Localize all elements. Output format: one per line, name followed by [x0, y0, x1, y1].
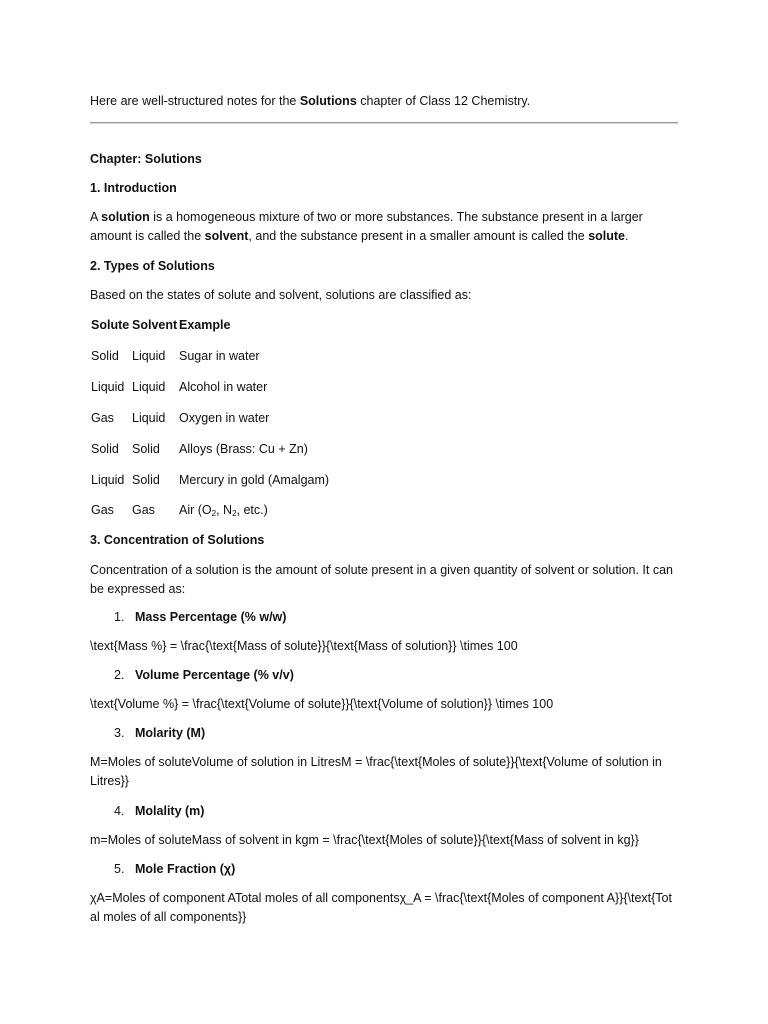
- intro-bold-topic: Solutions: [299, 94, 357, 108]
- section-heading-introduction: [90, 179, 177, 198]
- table-cell-solute: Solid: [91, 442, 119, 456]
- table-header-solvent: Solvent: [132, 318, 178, 332]
- list-item-mass-percentage: [90, 608, 678, 627]
- paragraph-text: A: [90, 210, 102, 224]
- table-header-example: Example: [179, 318, 231, 332]
- table-cell-solvent: Liquid: [132, 411, 166, 425]
- horizontal-divider: [90, 122, 678, 124]
- table-cell-example: [179, 501, 268, 520]
- table-row: [90, 501, 390, 520]
- example-text: , N: [216, 503, 233, 517]
- list-item-title: Molality (m): [135, 804, 205, 818]
- formula-molarity: [90, 753, 678, 791]
- formula-text: \text{Volume %} = \frac{\text{Volume of solute}}{\text{Volume of solution}} \times 100: [90, 697, 554, 711]
- concentration-paragraph: [90, 561, 678, 599]
- table-cell-solute: Liquid: [91, 380, 125, 394]
- table-cell-solvent: Liquid: [132, 380, 166, 394]
- table-row: [90, 347, 390, 366]
- term-solute: solute: [588, 229, 626, 243]
- heading-text: 3. Concentration of Solutions: [90, 533, 265, 547]
- table-cell-solute: Gas: [91, 503, 114, 517]
- paragraph-text: .: [625, 229, 629, 243]
- formula-volume-percentage: [90, 695, 553, 714]
- table-row: [90, 378, 390, 397]
- table-cell-solute: Solid: [91, 349, 119, 363]
- subscript: 2: [232, 509, 237, 518]
- list-item-molality: [90, 802, 678, 821]
- paragraph-text: Based on the states of solute and solvent, solutions are classified as:: [90, 288, 472, 302]
- paragraph-text: is a homogeneous mixture of two or more substances. The substance present in a larger amount is called the: [90, 210, 643, 243]
- list-item-volume-percentage: [90, 666, 678, 685]
- table-cell-solvent: Solid: [132, 442, 160, 456]
- list-item-mole-fraction: [90, 860, 678, 879]
- list-item-title: Mole Fraction (χ): [135, 862, 236, 876]
- table-cell-solvent: Liquid: [132, 349, 166, 363]
- table-cell-example: Alcohol in water: [179, 380, 268, 394]
- heading-text: 1. Introduction: [90, 181, 177, 195]
- table-row: [90, 440, 390, 459]
- table-cell-solvent: Solid: [132, 473, 160, 487]
- types-paragraph: [90, 286, 471, 305]
- formula-text: \text{Mass %} = \frac{\text{Mass of solute}}{\text{Mass of solution}} \times 100: [90, 639, 518, 653]
- table-cell-solute: Gas: [91, 411, 114, 425]
- formula-text: m=Moles of soluteMass of solvent in kgm = \frac{\text{Moles of solute}}{\text{Mass of solvent in kg}}: [90, 833, 639, 847]
- list-number: 1.: [114, 610, 125, 624]
- list-item-molarity: [90, 724, 678, 743]
- example-text: Air (O: [179, 503, 212, 517]
- table-row: [90, 409, 390, 428]
- term-solution: solution: [101, 210, 150, 224]
- table-cell-example: Mercury in gold (Amalgam): [179, 473, 330, 487]
- subscript: 2: [211, 509, 217, 518]
- chapter-title: [90, 150, 202, 169]
- chapter-title-text: Chapter: Solutions: [90, 152, 202, 166]
- table-cell-solvent: Gas: [132, 503, 155, 517]
- list-item-title: Volume Percentage (% v/v): [135, 668, 294, 682]
- paragraph-text: , and the substance present in a smaller amount is called the: [248, 229, 589, 243]
- formula-mass-percentage: [90, 637, 518, 656]
- paragraph-text: Concentration of a solution is the amount of solute present in a given quantity of solvent or solution. It can be expressed as:: [90, 563, 673, 596]
- table-cell-example: Oxygen in water: [179, 411, 270, 425]
- list-number: 3.: [114, 726, 125, 740]
- formula-mole-fraction: [90, 889, 678, 927]
- table-cell-example: Sugar in water: [179, 349, 260, 363]
- term-solvent: solvent: [204, 229, 249, 243]
- formula-text: χA=Moles of component ATotal moles of all componentsχ_A = \frac{\text{Moles of component A}}{\text{Total moles of all components}}: [90, 891, 672, 924]
- intro-text: Here are well-structured notes for the: [90, 94, 300, 108]
- table-row: [90, 471, 390, 490]
- list-number: 4.: [114, 804, 125, 818]
- formula-molality: [90, 831, 639, 850]
- section-heading-concentration: [90, 531, 264, 550]
- table-cell-example: Alloys (Brass: Cu + Zn): [179, 442, 308, 456]
- intro-text-end: chapter of Class 12 Chemistry.: [356, 94, 531, 108]
- list-number: 2.: [114, 668, 125, 682]
- formula-text: M=Moles of soluteVolume of solution in LitresM = \frac{\text{Moles of solute}}{\text{Volume of solution in Litres}}: [90, 755, 662, 788]
- table-header-row: [90, 316, 390, 335]
- introduction-paragraph: [90, 208, 678, 246]
- intro-line: [90, 92, 530, 111]
- table-cell-solute: Liquid: [91, 473, 125, 487]
- heading-text: 2. Types of Solutions: [90, 259, 215, 273]
- list-item-title: Mass Percentage (% w/w): [135, 610, 287, 624]
- list-item-title: Molarity (M): [135, 726, 206, 740]
- example-text: , etc.): [236, 503, 268, 517]
- section-heading-types: [90, 257, 215, 276]
- table-header-solute: Solute: [91, 318, 130, 332]
- list-number: 5.: [114, 862, 125, 876]
